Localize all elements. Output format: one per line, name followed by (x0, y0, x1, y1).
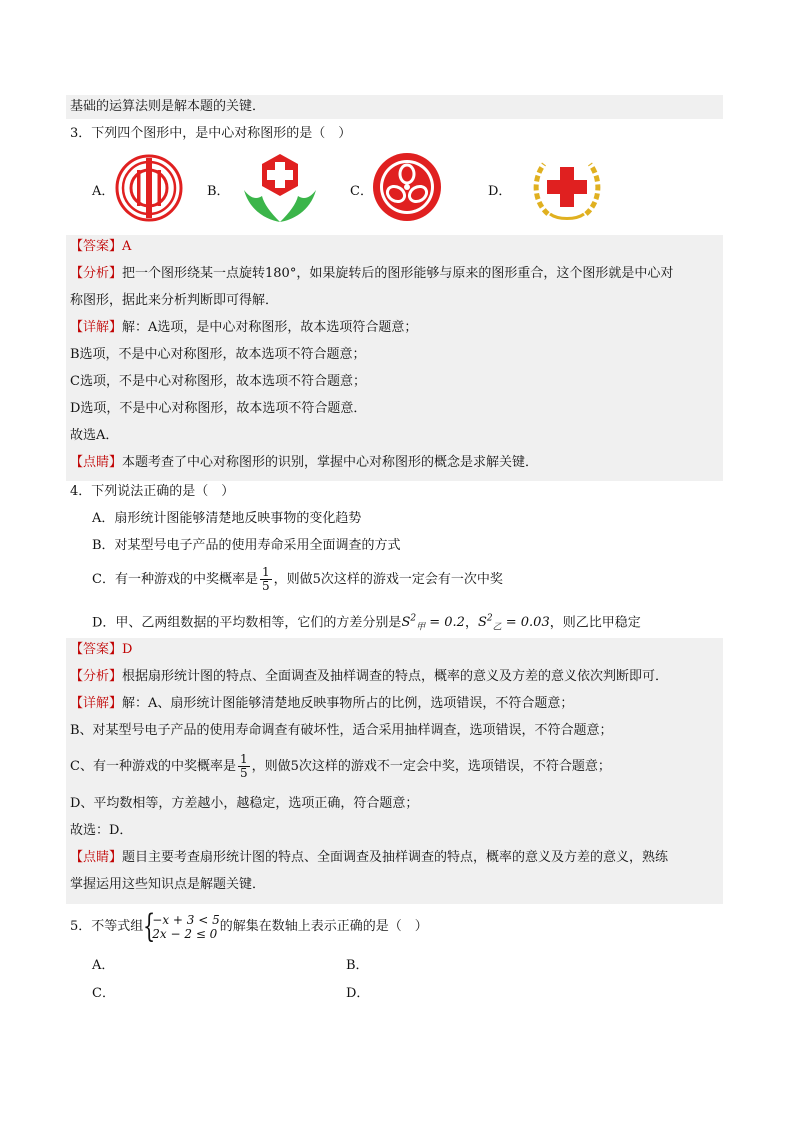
variance-yi-value: = 0.03 (505, 615, 550, 631)
frac-numerator: 1 (261, 565, 270, 579)
variance-yi-sub: 乙 (492, 622, 502, 633)
variance-jia (401, 614, 465, 633)
medical-hands-logo-icon (240, 150, 320, 225)
variance-symbol: S (401, 615, 411, 631)
q3-detail-4: D选项，不是中心对称图形，故本选项不符合题意． (70, 401, 367, 416)
q4-option-c-fraction (260, 566, 272, 593)
q4-detail-text-1: 解：A、扇形统计图能够清楚地反映事物所占的比例，选项错误，不符合题意； (122, 696, 574, 711)
q3-option-d-label: D． (488, 184, 512, 199)
q4-option-c-pre: C．有一种游戏的中奖概率是 (92, 572, 258, 587)
q4-detail-3-pre: C、有一种游戏的中奖概率是 (70, 759, 236, 774)
q4-detail-3-fraction (238, 753, 250, 780)
intro-line: 基础的运算法则是解本题的关键． (70, 99, 266, 114)
q3-answer-value: A (122, 239, 132, 254)
q4-option-d-separator: ， (464, 615, 478, 631)
q3-analysis-text-2: 称图形，据此来分析判断即可得解． (70, 293, 279, 308)
q4-answer (70, 641, 132, 659)
q5-stem (70, 906, 428, 945)
q3-detail-text-1: 解：A选项，是中心对称图形，故本选项符合题意； (122, 320, 418, 335)
variance-symbol-yi: S (477, 615, 487, 631)
frac-denominator-2: 5 (239, 766, 248, 780)
q3-answer (70, 238, 131, 256)
q4-option-b: B．对某型号电子产品的使用寿命采用全面调查的方式 (92, 538, 401, 553)
q3-analysis-tag: 【分析】 (70, 266, 123, 281)
q4-option-a: A．扇形统计图能够清楚地反映事物的变化趋势 (92, 511, 362, 526)
womens-federation-logo-icon (372, 152, 442, 222)
q5-brace: { (143, 906, 156, 945)
q5-stem-pre: 5．不等式组 (70, 919, 144, 934)
q3-detail-1 (70, 319, 417, 337)
q5-inequality-system (143, 906, 220, 945)
q4-option-d (92, 610, 641, 637)
q5-option-d: D． (346, 986, 370, 1001)
variance-jia-value: = 0.2 (429, 615, 465, 631)
q3-option-b-label: B． (207, 184, 230, 199)
q4-option-d-pre: D．甲、乙两组数据的平均数相等，它们的方差分别是 (92, 615, 402, 631)
q4-option-d-post: ，则乙比甲稳定 (549, 615, 641, 631)
q3-comment-text: 本题考查了中心对称图形的识别，掌握中心对称图形的概念是求解关键． (122, 455, 539, 470)
q3-detail-2: B选项，不是中心对称图形，故本选项不符合题意； (70, 347, 366, 362)
q4-detail-3 (70, 752, 611, 782)
q3-comment-tag: 【点睛】 (70, 455, 123, 470)
q3-conclusion: 故选A． (70, 428, 119, 443)
q3-analysis-text-1: 把一个图形绕某一点旋转180°，如果旋转后的图形能够与原来的图形重合，这个图形就是中心对 (122, 266, 674, 281)
q4-comment (70, 849, 668, 867)
q4-answer-value: D (122, 642, 133, 657)
q4-conclusion: 故选：D． (70, 823, 133, 838)
q4-detail-3-post: ，则做5次这样的游戏不一定会中奖，选项错误，不符合题意； (251, 759, 611, 774)
variance-exponent: 2 (410, 614, 417, 624)
q3-analysis (70, 265, 673, 283)
q3-detail-3: C选项，不是中心对称图形，故本选项不符合题意； (70, 374, 366, 389)
q4-detail-4: D、平均数相等，方差越小，越稳定，选项正确，符合题意； (70, 796, 419, 811)
q4-analysis-tag: 【分析】 (70, 669, 123, 684)
q3-answer-tag: 【答案】 (70, 239, 123, 254)
q5-stem-post: 的解集在数轴上表示正确的是（ ） (219, 919, 428, 934)
q4-option-c-post: ，则做5次这样的游戏一定会有一次中奖 (273, 572, 503, 587)
q5-inequality-2: 2x − 2 ≤ 0 (152, 926, 218, 941)
q4-comment-text-1: 题目主要考查扇形统计图的特点、全面调查及抽样调查的特点，概率的意义及方差的意义，熟练 (122, 850, 669, 865)
q4-option-c (92, 565, 503, 595)
q5-option-c: C． (92, 986, 115, 1001)
variance-jia-sub: 甲 (416, 622, 426, 633)
q4-stem: 4．下列说法正确的是（ ） (70, 484, 235, 499)
workers-union-logo-icon (115, 153, 183, 223)
q4-detail-2: B、对某型号电子产品的使用寿命调查有破坏性，适合采用抽样调查，选项错误，不符合题意； (70, 723, 613, 738)
q4-detail-tag: 【详解】 (70, 696, 123, 711)
q5-option-b: B． (346, 958, 369, 973)
q4-detail-1 (70, 695, 573, 713)
red-cross-wreath-logo-icon (530, 152, 604, 222)
q4-comment-text-2: 掌握运用这些知识点是解题关键． (70, 877, 266, 892)
q5-option-a: A． (92, 958, 115, 973)
q5-inequality-1: −x + 3 < 5 (152, 912, 220, 927)
variance-yi (477, 614, 550, 633)
q4-analysis-text: 根据扇形统计图的特点、全面调查及抽样调查的特点，概率的意义及方差的意义依次判断即可． (122, 669, 669, 684)
q4-answer-tag: 【答案】 (70, 642, 123, 657)
q3-comment (70, 454, 538, 472)
frac-numerator-2: 1 (239, 752, 248, 766)
q4-analysis (70, 668, 668, 686)
frac-denominator: 5 (261, 579, 270, 593)
q3-option-c-label: C． (350, 184, 373, 199)
q3-option-a-label: A． (92, 184, 115, 199)
q3-detail-tag: 【详解】 (70, 320, 123, 335)
q3-stem: 3．下列四个图形中，是中心对称图形的是（ ） (70, 126, 352, 141)
q4-comment-tag: 【点睛】 (70, 850, 123, 865)
variance-exponent-yi: 2 (486, 614, 493, 624)
